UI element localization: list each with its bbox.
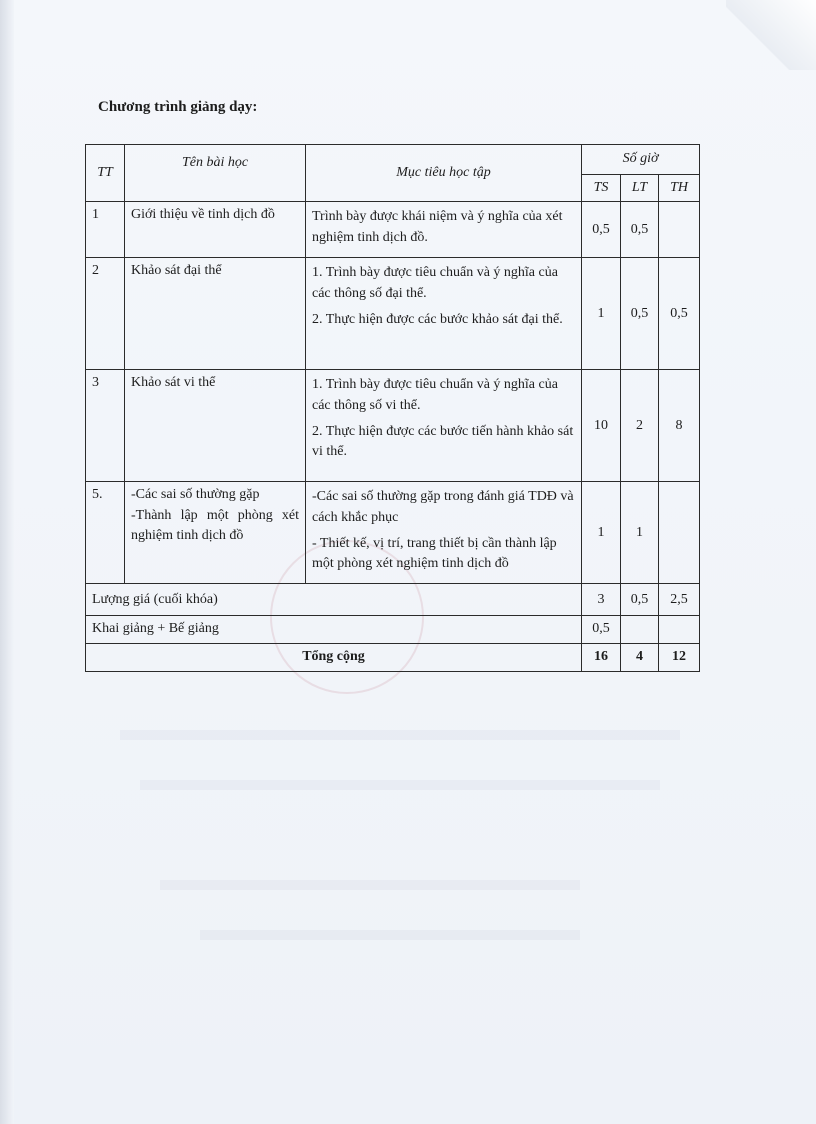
lesson-title-line: -Thành lập một phòng xét nghiệm tinh dịch đồ	[131, 507, 299, 543]
objective-line: Trình bày được khái niệm và ý nghĩa của xét nghiệm tinh dịch đồ.	[312, 209, 563, 245]
header-tt: TT	[86, 145, 125, 202]
table-row	[86, 370, 700, 482]
header-hours: Số giờ	[582, 145, 700, 175]
section-heading: Chương trình giảng dạy:	[98, 99, 258, 115]
hours-lt: 2	[621, 370, 659, 482]
table-row	[86, 202, 700, 258]
page-corner-fold	[726, 0, 816, 70]
bleed-through-text	[120, 730, 680, 740]
hours-lt	[621, 616, 659, 643]
bleed-through-text	[160, 880, 580, 890]
hours-ts: 10	[582, 370, 621, 482]
hours-lt: 1	[621, 482, 659, 584]
learning-objective	[306, 258, 582, 370]
hours-th	[659, 616, 700, 643]
hours-ts: 0,5	[582, 616, 621, 643]
hours-th	[659, 482, 700, 584]
total-row	[86, 643, 700, 671]
header-lesson: Tên bài học	[125, 145, 306, 202]
lesson-title: Khảo sát vi thể	[125, 370, 306, 482]
table-header-row	[86, 145, 700, 175]
ceremony-label: Khai giảng + Bế giảng	[86, 616, 582, 643]
hours-th: 2,5	[659, 584, 700, 616]
objective-line: 2. Thực hiện được các bước tiến hành khảo sát vi thể.	[312, 423, 574, 460]
lesson-title: Khảo sát đại thể	[125, 258, 306, 370]
hours-ts: 3	[582, 584, 621, 616]
hours-lt: 0,5	[621, 202, 659, 258]
hours-ts: 1	[582, 258, 621, 370]
row-number: 3	[86, 370, 125, 482]
row-number: 2	[86, 258, 125, 370]
bleed-through-text	[140, 780, 660, 790]
hours-lt: 0,5	[621, 258, 659, 370]
ceremony-row	[86, 616, 700, 643]
learning-objective	[306, 370, 582, 482]
header-ts: TS	[582, 175, 621, 202]
objective-line: -Các sai số thường gặp trong đánh giá TDĐ và cách khắc phục	[312, 489, 574, 525]
header-th: TH	[659, 175, 700, 202]
total-lt: 4	[621, 643, 659, 671]
objective-line: 1. Trình bày được tiêu chuẩn và ý nghĩa của các thông số vi thể.	[312, 377, 558, 413]
learning-objective	[306, 482, 582, 584]
hours-ts: 1	[582, 482, 621, 584]
lesson-title	[125, 482, 306, 584]
hours-th: 8	[659, 370, 700, 482]
row-number: 1	[86, 202, 125, 258]
objective-line: - Thiết kế, vị trí, trang thiết bị cần thành lập một phòng xét nghiệm tinh dịch đồ	[312, 535, 557, 572]
page-edge-shadow	[0, 0, 14, 1124]
lesson-title: Giới thiệu về tinh dịch đồ	[125, 202, 306, 258]
hours-th	[659, 202, 700, 258]
assessment-label: Lượng giá (cuối khóa)	[86, 584, 582, 616]
hours-ts: 0,5	[582, 202, 621, 258]
row-number: 5.	[86, 482, 125, 584]
total-th: 12	[659, 643, 700, 671]
hours-th: 0,5	[659, 258, 700, 370]
table-row	[86, 258, 700, 370]
lesson-title-line: -Các sai số thường gặp	[131, 487, 260, 503]
bleed-through-text	[200, 930, 580, 940]
objective-line: 2. Thực hiện được các bước khảo sát đại thể.	[312, 311, 563, 327]
objective-line: 1. Trình bày được tiêu chuẩn và ý nghĩa của các thông số đại thể.	[312, 265, 558, 301]
table-row	[86, 482, 700, 584]
header-objective: Mục tiêu học tập	[306, 145, 582, 202]
total-label: Tổng cộng	[86, 643, 582, 671]
learning-objective	[306, 202, 582, 258]
hours-lt: 0,5	[621, 584, 659, 616]
assessment-row	[86, 584, 700, 616]
teaching-schedule-table	[85, 144, 700, 672]
total-ts: 16	[582, 643, 621, 671]
header-lt: LT	[621, 175, 659, 202]
